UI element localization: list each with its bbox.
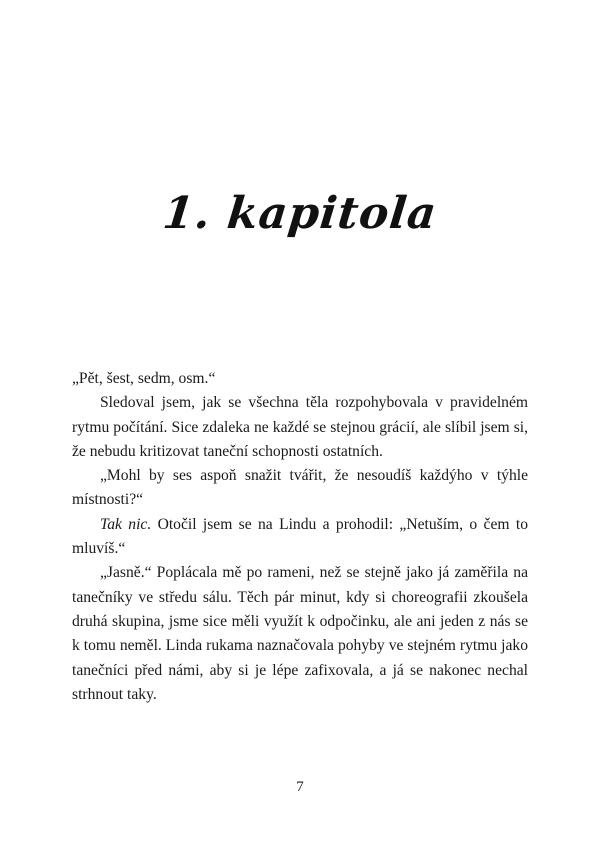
italic-lead: Tak nic. <box>100 515 152 533</box>
paragraph: „Jasně.“ Poplácala mě po rameni, než se stejně jako já zaměřila na tanečníky ve středu sálu. Těch pár minut, kdy si choreografii zkoušela druhá skupina, jsme sice měli využít k odpočinku, ale ani jeden z nás se k tomu neměl. Linda rukama naznačovala pohyby ve stejném rytmu jako tanečníci před námi, aby si je lépe zafixovala, a já se nakonec nechal strhnout taky. <box>72 564 528 703</box>
paragraph: Sledoval jsem, jak se všechna těla rozpohybovala v pravidelném rytmu počítání. Sice zdaleka ne každé se stejnou grácií, ale slíbil jsem si, že nebudu kritizovat taneční schopnosti ostatních. <box>72 394 528 460</box>
paragraph: „Pět, šest, sedm, osm.“ <box>72 370 216 387</box>
paragraph <box>72 513 528 562</box>
page-number: 7 <box>296 779 304 795</box>
paragraph-text: Otočil jsem se na Lindu a prohodil: „Netuším, o čem to mluvíš.“ <box>72 515 528 558</box>
paragraph: „Mohl by ses aspoň snažit tvářit, že nesoudíš každýho v týhle místnosti?“ <box>72 467 528 509</box>
body-text <box>72 367 528 707</box>
chapter-title: 1. kapitola <box>160 188 440 239</box>
